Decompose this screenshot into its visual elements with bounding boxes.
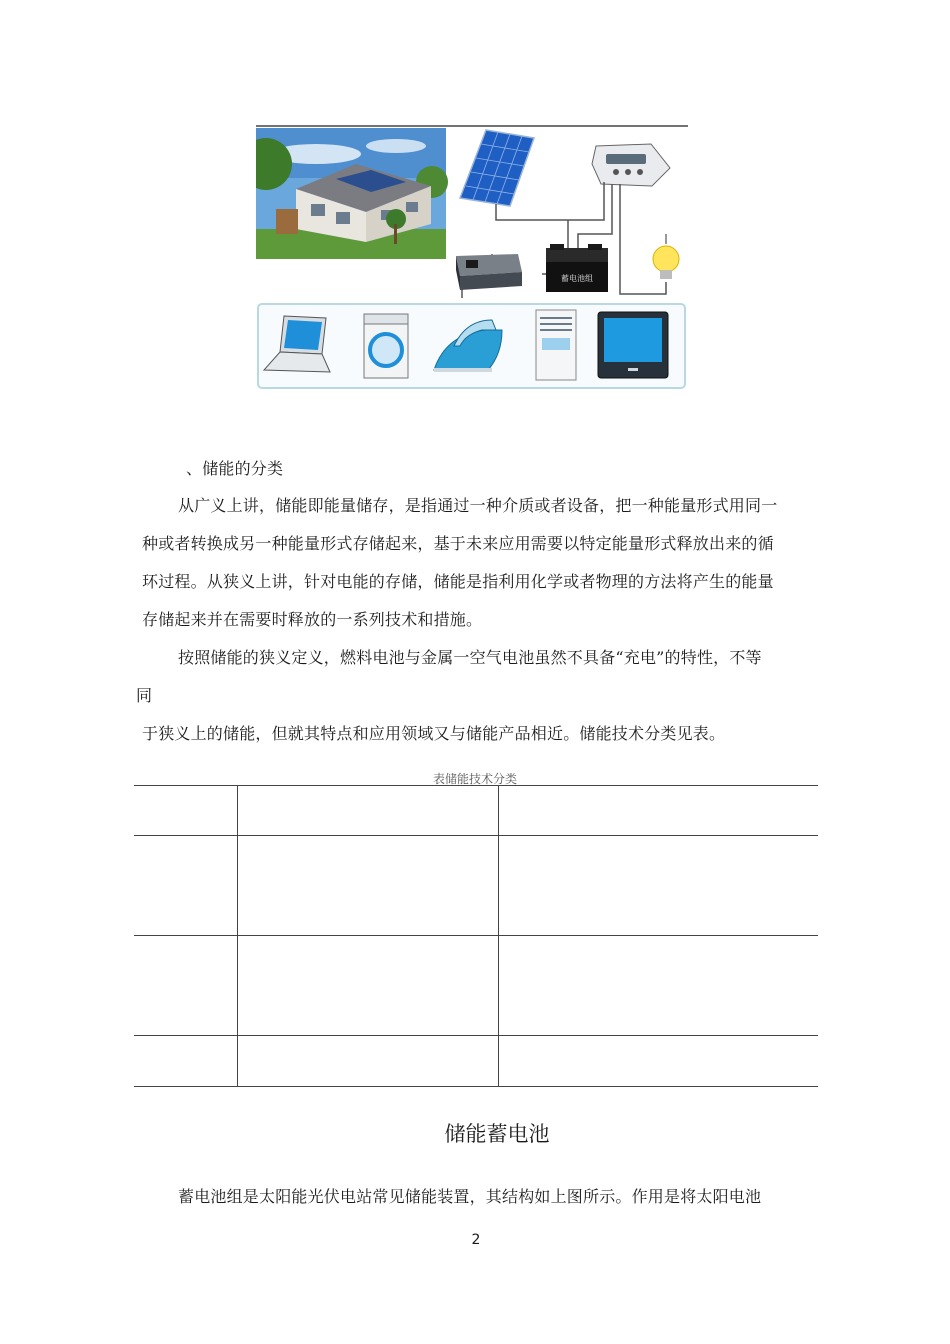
paragraph-line: 环过程。从狭义上讲，针对电能的存储，储能是指利用化学或者物理的方法将产生的能量 [142,572,774,591]
table-cell [499,936,819,1036]
table-cell [238,836,499,936]
table-cell [134,936,238,1036]
table-caption: 表储能技术分类 [432,772,517,786]
paragraph-line: 存储起来并在需要时释放的一系列技术和措施。 [142,610,483,629]
television-icon [598,312,668,378]
light-bulb-icon [653,234,679,279]
washing-machine-icon [364,314,408,378]
table-cell [134,1036,238,1087]
battery-bank-icon [546,244,608,292]
section-heading: 、储能的分类 [186,459,284,478]
table-row [134,786,818,836]
solar-system-figure [256,124,688,390]
table-cell [499,1036,819,1087]
paragraph-line: 同 [136,686,153,705]
paragraph-line: 从广义上讲，储能即能量储存，是指通过一种介质或者设备，把一种能量形式用同一 [178,496,778,515]
table-cell [134,786,238,836]
table-cell [499,786,819,836]
table-cell [134,836,238,936]
paragraph-line: 于狭义上的储能，但就其特点和应用领域又与储能产品相近。储能技术分类见表。 [142,724,726,743]
battery-section-heading: 储能蓄电池 [444,1122,550,1146]
storage-technology-table [134,785,818,1087]
page-number: 2 [471,1232,481,1248]
solar-panel-icon [460,130,534,206]
table-row [134,1036,818,1087]
table-row [134,936,818,1036]
appliance-strip [258,304,685,388]
table-cell [499,836,819,936]
house-photo-icon [256,128,448,259]
paragraph-line: 种或者转换成另一种能量形式存储起来，基于未来应用需要以特定能量形式释放出来的循 [142,534,774,553]
battery-label: 蓄电池组 [561,274,593,283]
battery-paragraph: 蓄电池组是太阳能光伏电站常见储能装置，其结构如上图所示。作用是将太阳电池 [178,1187,762,1206]
paragraph-line: 按照储能的狭义定义，燃料电池与金属一空气电池虽然不具备“充电”的特性，不等 [178,648,762,667]
air-conditioner-icon [536,310,576,380]
table-cell [238,936,499,1036]
table-cell [238,786,499,836]
table-row [134,836,818,936]
charge-controller-icon [592,144,670,186]
inverter-icon [456,254,522,290]
table-cell [238,1036,499,1087]
